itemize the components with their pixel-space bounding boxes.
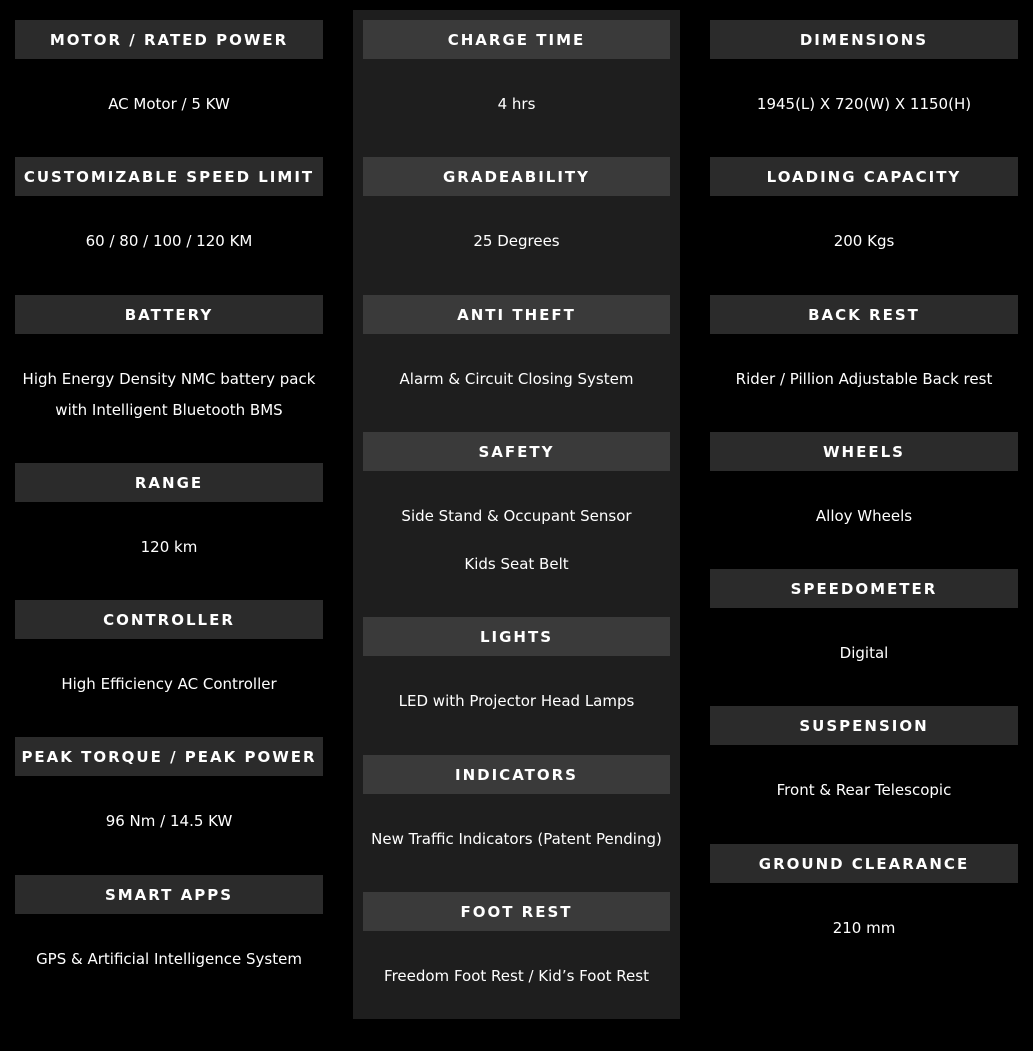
spec-value-speedometer: Digital (839, 644, 889, 662)
spec-title-suspension: SUSPENSION (710, 706, 1018, 745)
spec-title-smart-apps: SMART APPS (15, 875, 323, 914)
spec-title-ground-clearance: GROUND CLEARANCE (710, 844, 1018, 883)
spec-value-suspension: Front & Rear Telescopic (776, 781, 952, 799)
spec-value-safety: Side Stand & Occupant Sensor Kids Seat Belt (401, 507, 632, 573)
spec-value-indicators: New Traffic Indicators (Patent Pending) (371, 830, 662, 848)
spec-title-speed-limit: CUSTOMIZABLE SPEED LIMIT (15, 157, 323, 196)
spec-value-range: 120 km (140, 538, 198, 556)
spec-title-speedometer: SPEEDOMETER (710, 569, 1018, 608)
spec-value-gradeability: 25 Degrees (473, 232, 560, 250)
spec-title-dimensions: DIMENSIONS (710, 20, 1018, 59)
spec-title-back-rest: BACK REST (710, 295, 1018, 334)
spec-value-motor: AC Motor / 5 KW (108, 95, 230, 113)
spec-value-peak-torque: 96 Nm / 14.5 KW (105, 812, 233, 830)
spec-title-loading-capacity: LOADING CAPACITY (710, 157, 1018, 196)
spec-title-wheels: WHEELS (710, 432, 1018, 471)
spec-value-loading-capacity: 200 Kgs (833, 232, 895, 250)
spec-title-safety: SAFETY (363, 432, 670, 471)
spec-value-dimensions: 1945(L) X 720(W) X 1150(H) (756, 95, 972, 113)
spec-value-ground-clearance: 210 mm (832, 919, 896, 937)
spec-value-battery: High Energy Density NMC battery pack with Intelligent Bluetooth BMS (22, 370, 316, 419)
spec-value-wheels: Alloy Wheels (815, 507, 913, 525)
spec-value-back-rest: Rider / Pillion Adjustable Back rest (735, 370, 993, 388)
spec-title-range: RANGE (15, 463, 323, 502)
spec-title-lights: LIGHTS (363, 617, 670, 656)
spec-value-smart-apps: GPS & Artificial Intelligence System (36, 950, 302, 968)
spec-title-peak-torque: PEAK TORQUE / PEAK POWER (15, 737, 323, 776)
spec-title-gradeability: GRADEABILITY (363, 157, 670, 196)
spec-value-controller: High Efficiency AC Controller (61, 675, 277, 693)
spec-value-speed-limit: 60 / 80 / 100 / 120 KM (85, 232, 253, 250)
spec-title-charge-time: CHARGE TIME (363, 20, 670, 59)
spec-title-anti-theft: ANTI THEFT (363, 295, 670, 334)
spec-title-controller: CONTROLLER (15, 600, 323, 639)
spec-title-motor: MOTOR / RATED POWER (15, 20, 323, 59)
spec-value-anti-theft: Alarm & Circuit Closing System (399, 370, 634, 388)
spec-title-foot-rest: FOOT REST (363, 892, 670, 931)
spec-value-foot-rest: Freedom Foot Rest / Kid’s Foot Rest (384, 967, 649, 985)
spec-value-lights: LED with Projector Head Lamps (398, 692, 635, 710)
spec-title-battery: BATTERY (15, 295, 323, 334)
spec-value-charge-time: 4 hrs (497, 95, 536, 113)
spec-title-indicators: INDICATORS (363, 755, 670, 794)
